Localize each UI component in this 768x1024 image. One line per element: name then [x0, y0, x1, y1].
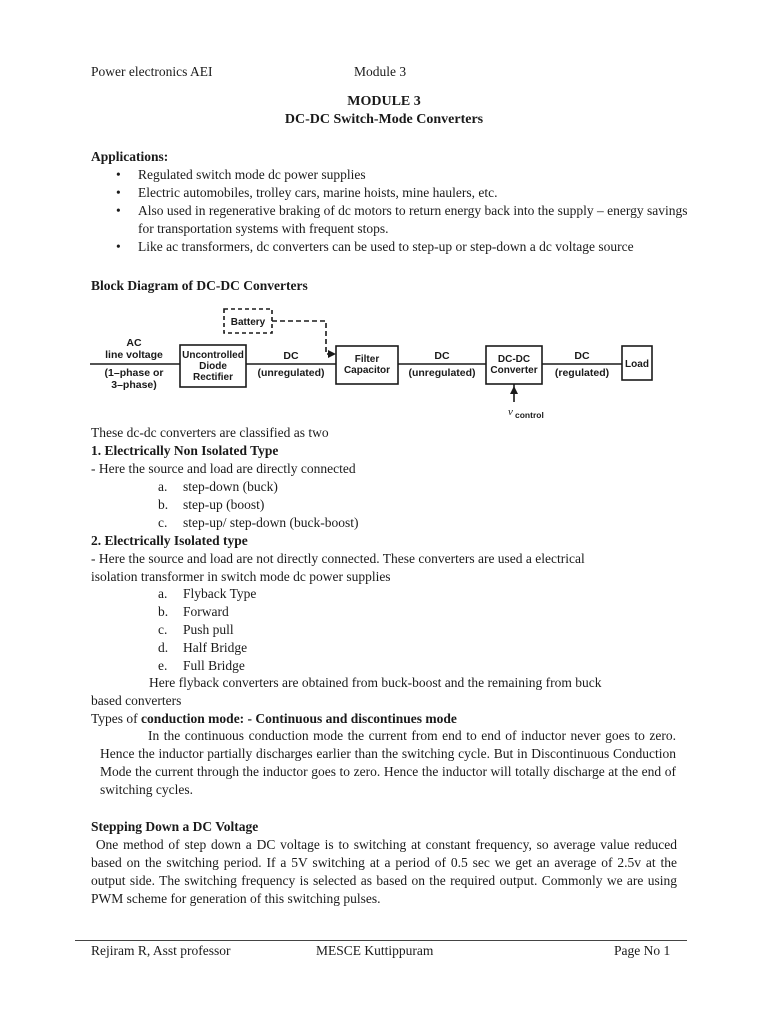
list-item: b. Forward — [158, 604, 229, 619]
list-item: e. Full Bridge — [158, 658, 245, 673]
filter-label-1: Filter — [354, 354, 380, 365]
isolated-heading: 2. Electrically Isolated type — [91, 533, 248, 548]
dc3-label: DC — [574, 350, 590, 362]
battery-label: Battery — [230, 317, 266, 328]
phase-label-2: 3–phase) — [111, 379, 157, 391]
flyback-note-2: based converters — [91, 693, 182, 708]
dc1-sub-label: (unregulated) — [257, 367, 325, 379]
stepping-down-paragraph: One method of step down a DC voltage is to switching at constant frequency, so average value reduced based on the switching period. If a 5V switching at a period of 0.5 sec we get an average of 2.5v at the output side. The switching frequency is selected as based on the required output. Commonly we are using PWM scheme for generation of this switching pulses. — [91, 837, 681, 906]
footer-institution: MESCE Kuttippuram — [316, 943, 434, 958]
line-voltage-label: line voltage — [105, 349, 163, 361]
dc3-sub-label: (regulated) — [554, 367, 610, 379]
footer-author: Rejiram R, Asst professor — [91, 943, 231, 958]
bullet-icon: • — [116, 203, 121, 218]
header-course: Power electronics AEI — [91, 64, 213, 79]
phase-label: (1–phase or — [104, 367, 164, 379]
list-item: a. Flyback Type — [158, 586, 257, 601]
list-item: a. step-down (buck) — [158, 479, 278, 494]
isolated-desc-2: isolation transformer in switch mode dc power supplies — [91, 569, 391, 584]
dc1-label: DC — [283, 350, 299, 362]
bullet-icon: • — [116, 167, 121, 182]
control-arrow-icon — [510, 386, 518, 394]
load-label: Load — [625, 359, 649, 370]
non-isolated-heading: 1. Electrically Non Isolated Type — [91, 443, 279, 458]
dc2-sub-label: (unregulated) — [408, 367, 476, 379]
list-item: c. Push pull — [158, 622, 234, 637]
stepping-down-heading: Stepping Down a DC Voltage — [91, 819, 259, 834]
list-item: • Also used in regenerative braking of dc motors to return energy back into the supply – energy savings for transportation systems with frequent stops. — [116, 203, 688, 236]
conduction-paragraph: In the continuous conduction mode the current from end to end of inductor never goes to zero. Hence the inductor partially discharges earlier than the switching cycle. But in Discontinuous Conduction Mode the current through the inductor goes to zero. Hence the inductor will totally discharge at the end of switching cycles. — [100, 728, 676, 797]
page-subtitle: DC-DC Switch-Mode Converters — [284, 112, 484, 127]
isolated-list — [158, 585, 256, 675]
classification-intro: These dc-dc converters are classified as two — [91, 425, 329, 440]
list-item: • Like ac transformers, dc converters can be used to step-up or step-down a dc voltage source — [116, 239, 634, 254]
converter-label-2: Converter — [490, 365, 538, 376]
list-item: b. step-up (boost) — [158, 497, 265, 512]
filter-label-2: Capacitor — [343, 365, 391, 376]
non-isolated-desc: - Here the source and load are directly connected — [91, 461, 356, 476]
conduction-heading: Types of conduction mode: - Continuous and discontinues mode — [91, 711, 457, 726]
bullet-icon: • — [116, 185, 121, 200]
dc2-label: DC — [434, 350, 450, 362]
control-v-label: v — [508, 406, 513, 418]
control-sub-label: control — [515, 410, 544, 420]
bullet-icon: • — [116, 239, 121, 254]
applications-heading: Applications: — [91, 149, 169, 164]
page-title: MODULE 3 — [347, 94, 421, 109]
battery-dashed-link — [272, 321, 334, 354]
battery-arrow-icon — [328, 350, 336, 358]
list-item: • Electric automobiles, trolley cars, marine hoists, mine haulers, etc. — [116, 185, 498, 200]
list-item: c. step-up/ step-down (buck-boost) — [158, 515, 359, 530]
rectifier-label-2: Diode — [199, 361, 227, 372]
rectifier-label-1: Uncontrolled — [182, 350, 244, 361]
applications-list — [110, 166, 690, 256]
isolated-desc-1: - Here the source and load are not directly connected. These converters are used a electrical — [91, 551, 585, 566]
footer-page-number: Page No 1 — [614, 943, 671, 958]
rectifier-label-3: Rectifier — [192, 372, 234, 383]
list-item: • Regulated switch mode dc power supplies — [116, 167, 366, 182]
header-module: Module 3 — [354, 64, 407, 79]
block-diagram — [88, 304, 684, 424]
list-item: d. Half Bridge — [158, 640, 248, 655]
flyback-note-1: Here flyback converters are obtained from buck-boost and the remaining from buck — [149, 675, 602, 690]
non-isolated-list — [158, 478, 358, 532]
ac-label: AC — [126, 337, 142, 349]
block-diagram-heading: Block Diagram of DC-DC Converters — [91, 278, 308, 293]
converter-label-1: DC-DC — [497, 354, 531, 365]
footer-divider — [75, 940, 687, 941]
